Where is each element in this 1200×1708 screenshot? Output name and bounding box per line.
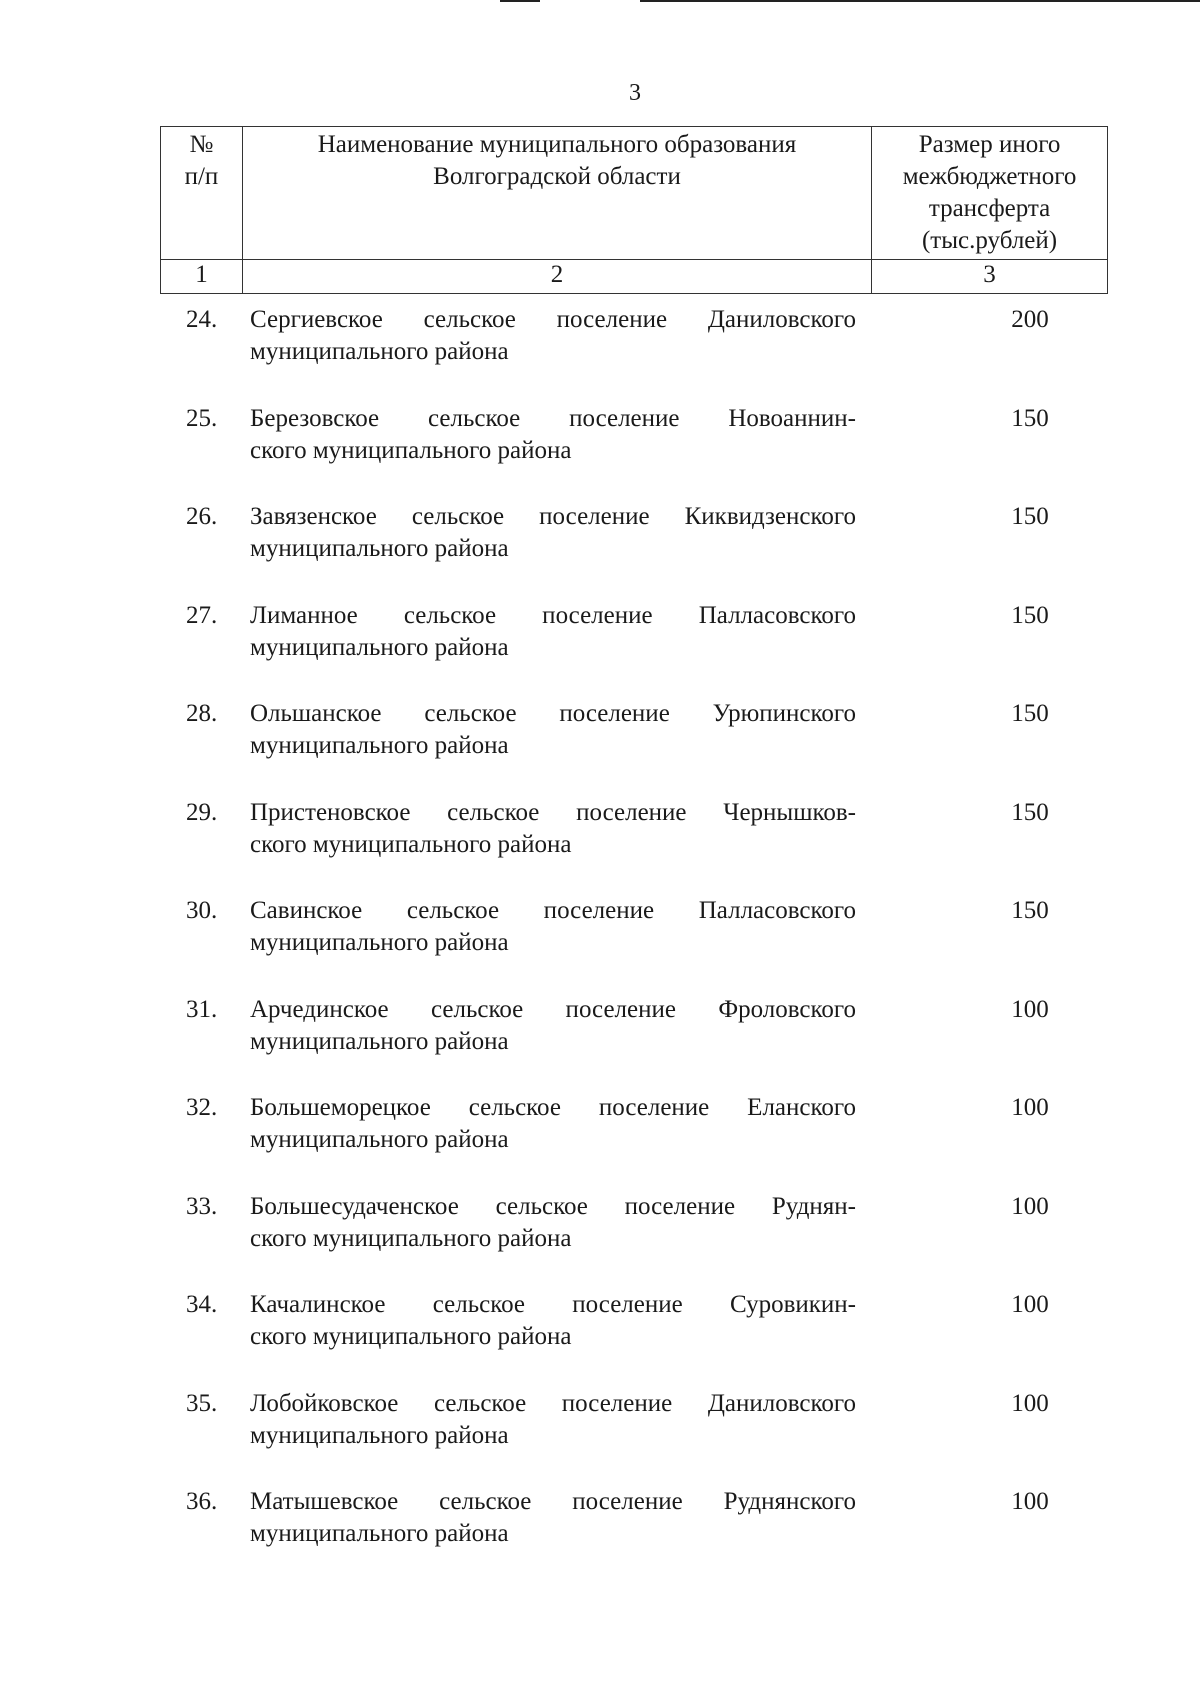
column-number-3: 3 bbox=[872, 260, 1108, 294]
row-name-line1: Березовское сельское поселение Новоаннин- bbox=[250, 404, 856, 432]
row-amount: 150 bbox=[1011, 897, 1049, 924]
row-name bbox=[250, 403, 856, 467]
row-number: 28. bbox=[186, 700, 218, 727]
table-row bbox=[0, 698, 1200, 797]
row-name-line2: муниципального района bbox=[250, 338, 509, 365]
table-row bbox=[0, 1289, 1200, 1388]
row-name-line1: Качалинское сельское поселение Суровикин- bbox=[250, 1291, 856, 1318]
row-number: 31. bbox=[186, 995, 218, 1023]
row-name-line1: Пристеновское сельское поселение Чернышков- bbox=[250, 798, 856, 826]
row-amount: 100 bbox=[1011, 1389, 1049, 1417]
row-number: 25. bbox=[186, 404, 218, 432]
row-name bbox=[250, 994, 856, 1058]
row-name bbox=[250, 600, 856, 664]
column-number-2: 2 bbox=[242, 260, 871, 294]
table-row bbox=[0, 994, 1200, 1093]
header-name-line1: Наименование муниципального образования bbox=[317, 131, 797, 158]
row-name-line1: Ольшанское сельское поселение Урюпинского bbox=[250, 700, 856, 727]
row-number: 24. bbox=[186, 306, 218, 333]
row-name-line2: муниципального района bbox=[250, 1520, 509, 1547]
table-row bbox=[0, 304, 1200, 403]
row-name-line2: муниципального района bbox=[250, 929, 509, 956]
table-row bbox=[0, 501, 1200, 600]
row-number: 29. bbox=[186, 798, 218, 826]
row-name bbox=[250, 895, 856, 959]
row-name bbox=[250, 1191, 856, 1255]
table-row bbox=[0, 403, 1200, 502]
row-name-line2: муниципального района bbox=[250, 633, 509, 661]
row-amount: 150 bbox=[1011, 700, 1049, 727]
row-name bbox=[250, 797, 856, 861]
row-amount: 200 bbox=[1011, 306, 1049, 333]
row-name bbox=[250, 1092, 856, 1156]
row-name bbox=[250, 698, 856, 762]
column-number-1: 1 bbox=[161, 260, 243, 294]
row-name-line1: Арчединское сельское поселение Фроловского bbox=[250, 995, 856, 1023]
row-name-line1: Большеморецкое сельское поселение Еланского bbox=[250, 1094, 856, 1121]
row-number: 35. bbox=[186, 1389, 218, 1417]
row-amount: 100 bbox=[1011, 1094, 1049, 1121]
page-number: 3 bbox=[629, 80, 641, 106]
header-amount-line2: межбюджетного bbox=[902, 163, 1077, 190]
row-amount: 150 bbox=[1011, 503, 1049, 530]
row-amount: 100 bbox=[1011, 995, 1049, 1023]
row-number: 27. bbox=[186, 601, 218, 629]
header-cell-amount bbox=[872, 127, 1108, 260]
header-cell-name bbox=[242, 127, 871, 260]
table-row bbox=[0, 1388, 1200, 1487]
row-name-line2: ского муниципального района bbox=[250, 830, 572, 858]
header-number-abbr: п/п bbox=[184, 163, 219, 190]
row-name bbox=[250, 304, 856, 368]
row-name-line1: Матышевское сельское поселение Руднянского bbox=[250, 1488, 856, 1515]
row-amount: 150 bbox=[1011, 404, 1049, 432]
row-name bbox=[250, 1388, 856, 1452]
row-amount: 100 bbox=[1011, 1291, 1049, 1318]
row-number: 30. bbox=[186, 897, 218, 924]
row-name bbox=[250, 1486, 856, 1550]
row-name-line2: муниципального района bbox=[250, 535, 509, 562]
row-name-line1: Лобойковское сельское поселение Даниловского bbox=[250, 1389, 856, 1417]
row-name-line1: Большесудаченское сельское поселение Руднян- bbox=[250, 1192, 856, 1220]
row-amount: 100 bbox=[1011, 1192, 1049, 1220]
row-name-line1: Сергиевское сельское поселение Даниловского bbox=[250, 306, 856, 333]
row-name-line1: Завязенское сельское поселение Киквидзенского bbox=[250, 503, 856, 530]
row-amount: 150 bbox=[1011, 601, 1049, 629]
table-row bbox=[0, 895, 1200, 994]
table-row bbox=[0, 1191, 1200, 1290]
row-number: 33. bbox=[186, 1192, 218, 1220]
header-amount-line4: (тыс.рублей) bbox=[921, 227, 1058, 254]
row-name-line2: ского муниципального района bbox=[250, 1323, 572, 1350]
table-row bbox=[0, 600, 1200, 699]
table-header bbox=[160, 126, 1108, 294]
table-body bbox=[0, 304, 1200, 1585]
header-cell-number bbox=[161, 127, 243, 260]
row-name-line1: Савинское сельское поселение Палласовского bbox=[250, 897, 856, 924]
header-amount-line1: Размер иного bbox=[918, 131, 1061, 158]
row-name-line2: муниципального района bbox=[250, 1421, 509, 1449]
row-name-line2: муниципального района bbox=[250, 1126, 509, 1153]
row-name-line2: ского муниципального района bbox=[250, 1224, 572, 1252]
row-name-line2: муниципального района bbox=[250, 732, 509, 759]
row-number: 36. bbox=[186, 1488, 218, 1515]
row-name-line2: ского муниципального района bbox=[250, 436, 572, 464]
scan-edge-line bbox=[640, 0, 1200, 2]
row-amount: 150 bbox=[1011, 798, 1049, 826]
table-row bbox=[0, 797, 1200, 896]
row-amount: 100 bbox=[1011, 1488, 1049, 1515]
header-number-symbol: № bbox=[189, 131, 214, 158]
row-number: 26. bbox=[186, 503, 218, 530]
row-number: 34. bbox=[186, 1291, 218, 1318]
row-name bbox=[250, 1289, 856, 1353]
header-name-line2: Волгоградской области bbox=[433, 163, 681, 190]
table-row bbox=[0, 1092, 1200, 1191]
scan-edge-line bbox=[500, 0, 540, 2]
row-name-line2: муниципального района bbox=[250, 1027, 509, 1055]
row-name-line1: Лиманное сельское поселение Палласовского bbox=[250, 601, 856, 629]
header-amount-line3: трансферта bbox=[928, 195, 1051, 222]
row-number: 32. bbox=[186, 1094, 218, 1121]
row-name bbox=[250, 501, 856, 565]
table-row bbox=[0, 1486, 1200, 1585]
